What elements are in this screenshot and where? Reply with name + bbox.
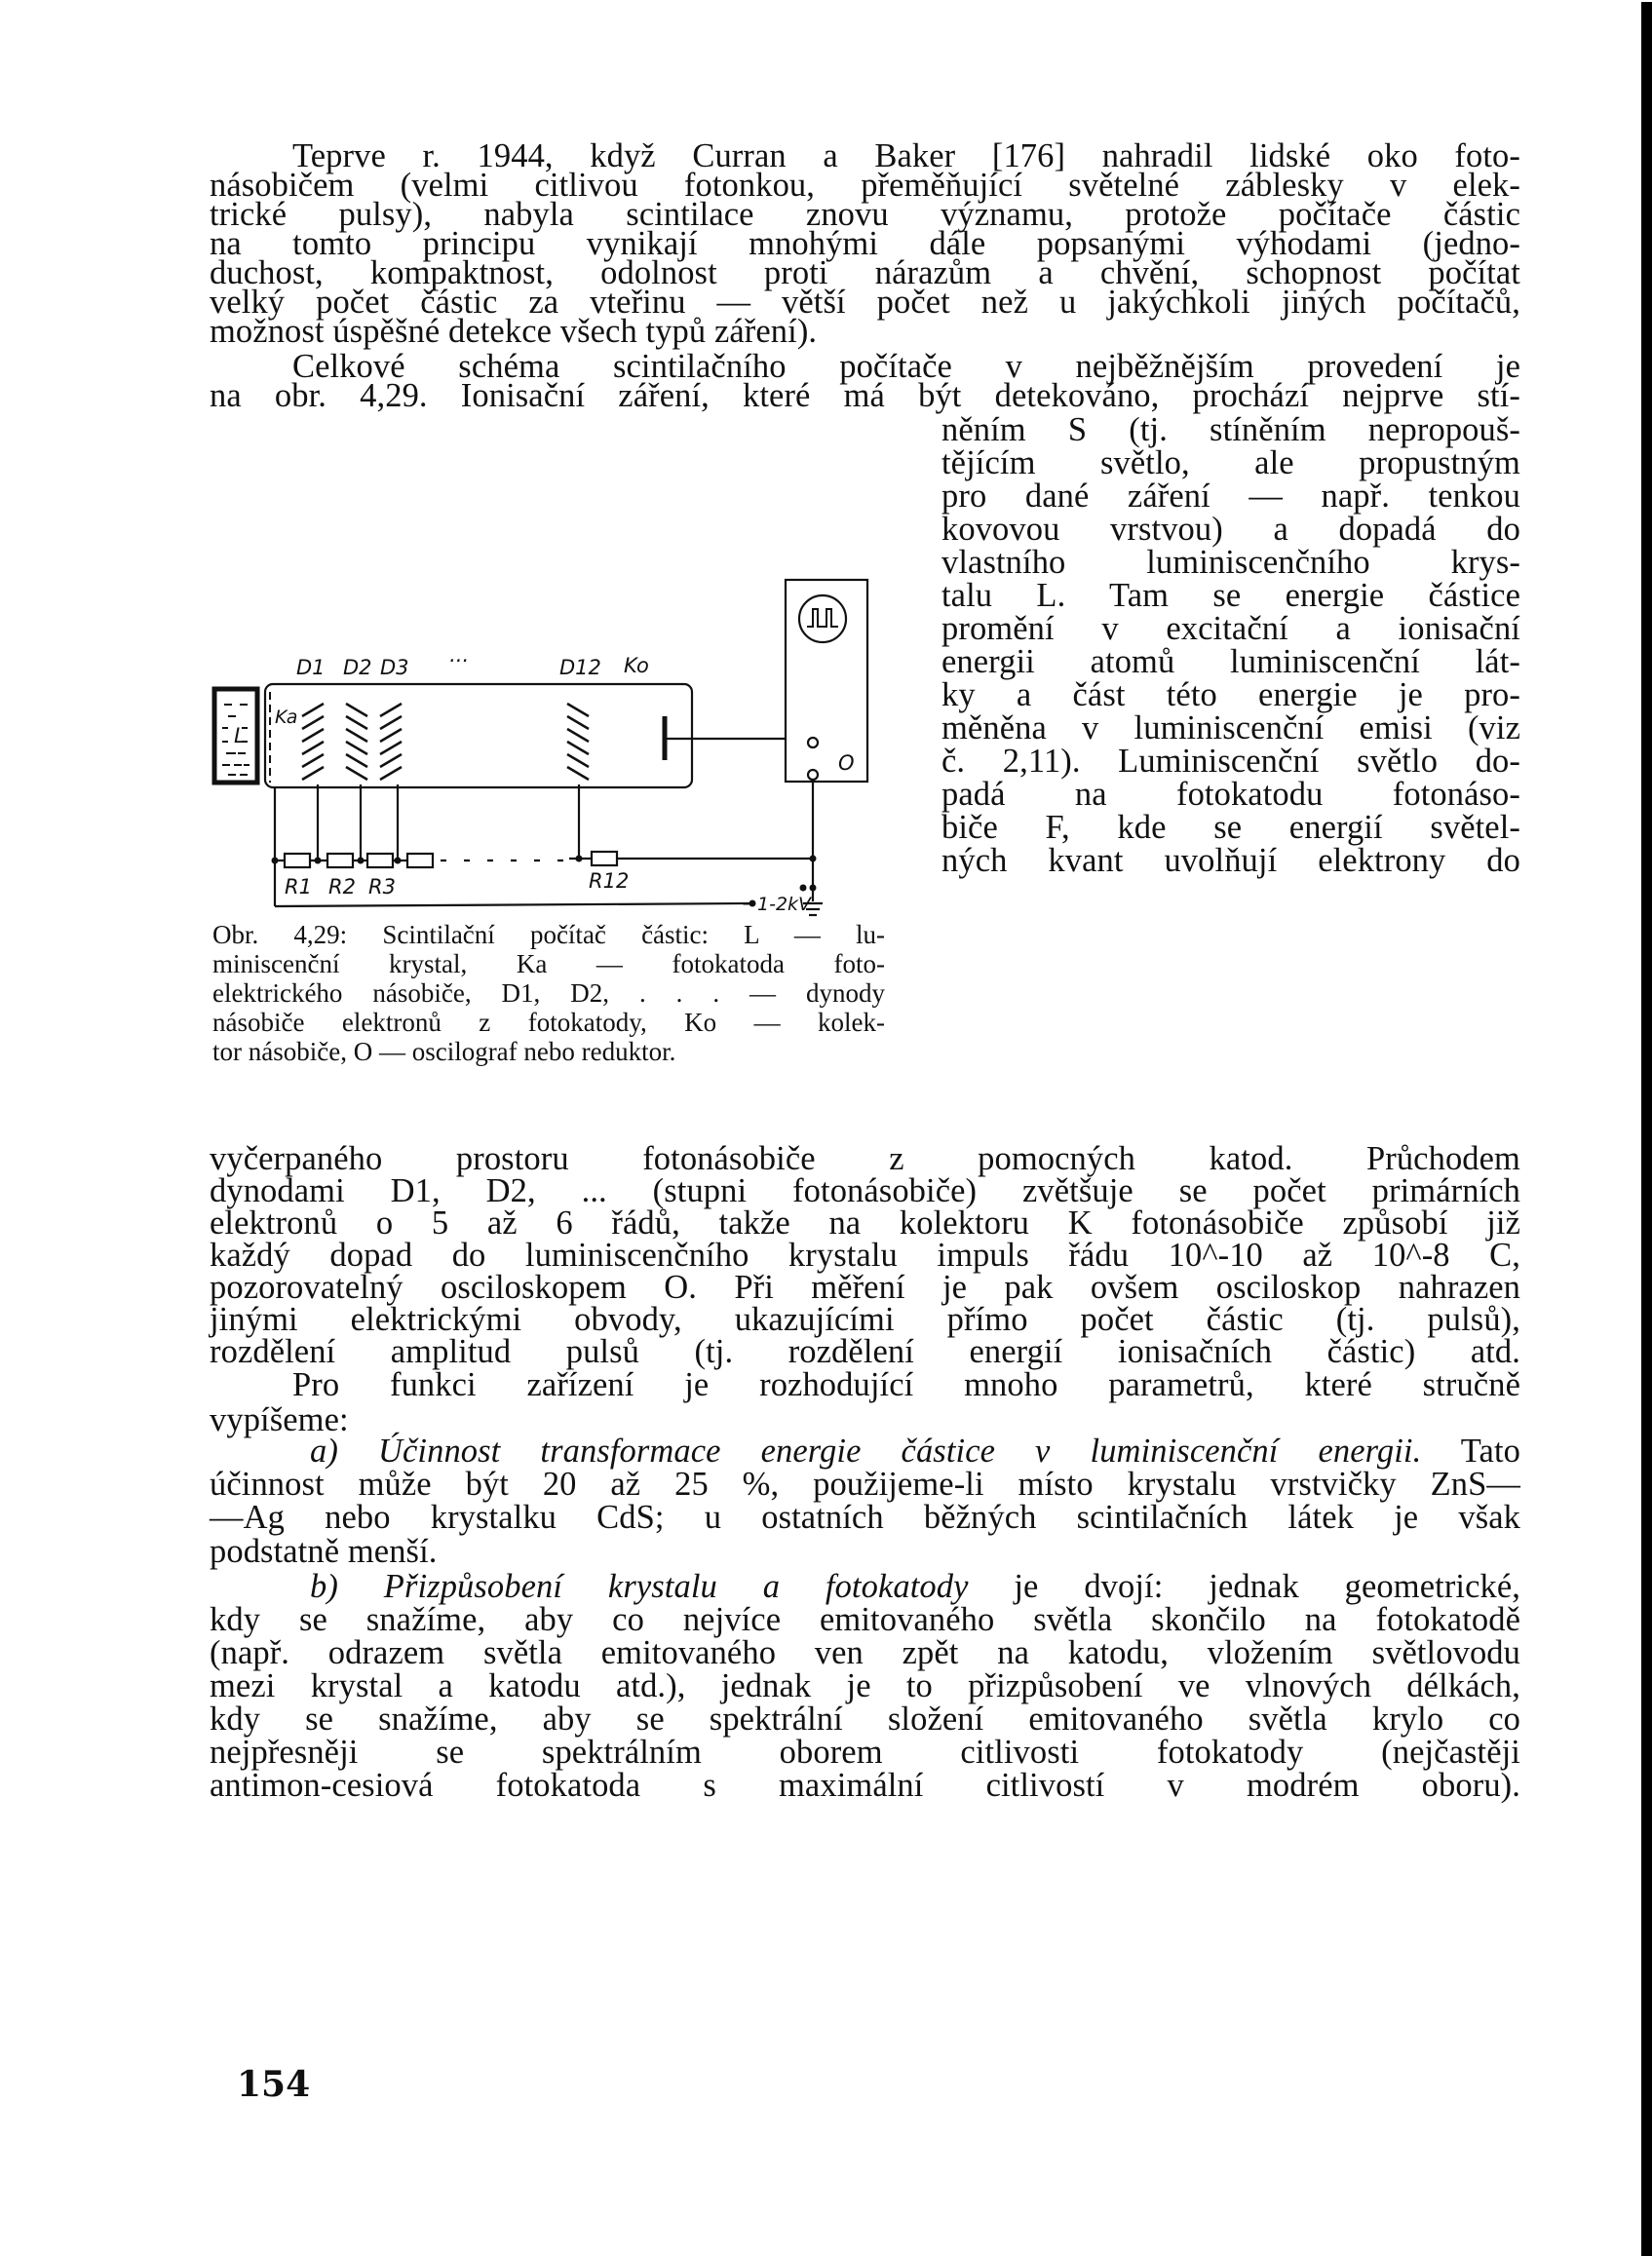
text-line: Teprve r. 1944, když Curran a Baker [176] nahradil lidské oko foto- (292, 137, 1520, 174)
figure-scintillation-counter-diagram (207, 551, 889, 921)
text-line: Pro funkci zařízení je rozhodující mnoho parametrů, které stručně (292, 1366, 1520, 1403)
text-line: něním S (tj. stíněním nepropouš- (941, 411, 1520, 448)
text-line: energii atomů luminiscenční lát- (941, 643, 1520, 680)
text-line: mezi krystal a katodu atd.), jednak je to přizpůsobení ve vlnových délkách, (210, 1667, 1520, 1704)
resistor-r12 (592, 852, 617, 865)
text-line: promění v excitační a ionisační (941, 610, 1520, 647)
text-run: je dvojí: jednak geometrické, (968, 1568, 1520, 1605)
text-line: duchost, kompaktnost, odolnost proti nárazům a chvění, schopnost počítat (210, 254, 1520, 291)
text-line: trické pulsy), nabyla scintilace znovu významu, protože počítače částic (210, 196, 1520, 233)
figure-caption (212, 920, 885, 1066)
text-line: násobičem (velmi citlivou fotonkou, přeměňující světelné záblesky v elek- (210, 167, 1520, 204)
resistor-r3 (367, 854, 393, 867)
label-o: O (838, 751, 855, 775)
text-line: —Ag nebo krystalku CdS; u ostatních běžných scintilačních látek je však (210, 1499, 1520, 1536)
label-dots: ··· (448, 649, 469, 672)
caption-line: elektrického násobiče, D1, D2, . . . — dynody (212, 978, 885, 1008)
dynode-d2 (346, 704, 367, 780)
text-line (310, 1570, 1520, 1603)
text-line: kdy se snažíme, aby co nejvíce emitovaného světla skončilo na fotokatodě (210, 1601, 1520, 1638)
label-ka: Ka (275, 707, 298, 728)
text-line: č. 2,11). Luminiscenční světlo do- (941, 743, 1520, 780)
label-r12: R12 (589, 869, 630, 893)
text-line: pro dané záření — např. tenkou (941, 478, 1520, 515)
item-a-heading: a) Účinnost transformace energie částice v luminiscenční energii. (310, 1433, 1422, 1470)
text-line: vyčerpaného prostoru fotonásobiče z pomocných katod. Průchodem (210, 1140, 1520, 1177)
text-line: vlastního luminiscenčního krys- (941, 544, 1520, 581)
text-line: kovovou vrstvou) a dopadá do (941, 511, 1520, 548)
text-line: vypíšeme: (210, 1401, 349, 1438)
text-line: nejpřesněji se spektrálním oborem citlivosti fotokatody (nejčastěji (210, 1734, 1520, 1771)
text-line: měněna v luminiscenční emisi (viz (941, 709, 1520, 746)
circuit-diagram (207, 551, 889, 921)
text-run: Tato (1421, 1433, 1520, 1470)
caption-line: Obr. 4,29: Scintilační počítač částic: L — lu- (212, 920, 885, 949)
text-line: (např. odrazem světla emitovaného ven zpět na katodu, vložením světlovodu (210, 1634, 1520, 1671)
text-line: antimon-cesiová fotokatoda s maximální citlivostí v modrém oboru). (210, 1767, 1520, 1804)
text-line: padá na fotokatodu fotonáso- (941, 776, 1520, 813)
text-line: jinými elektrickými obvody, ukazujícími přímo počet částic (tj. pulsů), (210, 1301, 1520, 1338)
item-b-heading: b) Přizpůsobení krystalu a fotokatody (310, 1568, 969, 1605)
label-d12: D12 (559, 656, 601, 679)
text-line: dynodami D1, D2, ... (stupni fotonásobiče) zvětšuje se počet primárních (210, 1172, 1520, 1209)
text-line: ky a část této energie je pro- (941, 676, 1520, 713)
text-line: na tomto principu vynikají mnohými dále popsanými výhodami (jedno- (210, 225, 1520, 262)
resistor-r2 (327, 854, 353, 867)
text-line: každý dopad do luminiscenčního krystalu impuls řádu 10^-10 až 10^-8 C, (210, 1237, 1520, 1274)
label-r3: R3 (368, 875, 396, 899)
label-r1: R1 (285, 875, 312, 899)
caption-line: násobiče elektronů z fotokatody, Ko — kolek- (212, 1008, 885, 1037)
caption-line: miniscenční krystal, Ka — fotokatoda foto- (212, 949, 885, 978)
text-line: velký počet částic za vteřinu — větší počet než u jakýchkoli jiných počítačů, (210, 284, 1520, 321)
dynode-d3 (380, 704, 402, 780)
label-d3: D3 (380, 656, 409, 679)
label-ko: Ko (624, 654, 649, 677)
text-line: kdy se snažíme, aby se spektrální složení emitovaného světla krylo co (210, 1701, 1520, 1738)
text-line: Celkové schéma scintilačního počítače v nejběžnějším provedení je (292, 348, 1520, 385)
dynode-d1 (302, 704, 324, 780)
text-line: ných kvant uvolňují elektrony do (941, 842, 1520, 879)
text-line: tějícím světlo, ale propustným (941, 444, 1520, 481)
page-number: 154 (237, 2064, 311, 2105)
text-line: rozdělení amplitud pulsů (tj. rozdělení energií ionisačních částic) atd. (210, 1333, 1520, 1370)
text-line: na obr. 4,29. Ionisační záření, které má být detekováno, prochází nejprve stí- (210, 377, 1520, 414)
text-line: pozorovatelný osciloskopem O. Při měření je pak ovšem osciloskop nahrazen (210, 1269, 1520, 1306)
label-l: L (234, 724, 246, 747)
text-line: účinnost může být 20 až 25 %, použijeme-li místo krystalu vrstvičky ZnS— (210, 1466, 1520, 1503)
resistor-r1 (285, 854, 310, 867)
text-line: talu L. Tam se energie částice (941, 577, 1520, 614)
text-line: možnost úspěšné detekce všech typů záření). (210, 313, 818, 350)
text-line: elektronů o 5 až 6 řádů, takže na kolektoru K fotonásobiče způsobí již (210, 1204, 1520, 1242)
label-d2: D2 (343, 656, 372, 679)
label-voltage: 1-2kV (757, 894, 812, 915)
text-line (310, 1434, 1520, 1468)
text-line: biče F, kde se energií světel- (941, 809, 1520, 846)
caption-line: tor násobiče, O — oscilograf nebo reduktor. (212, 1037, 676, 1066)
dynode-d12 (567, 704, 589, 780)
label-d1: D1 (296, 656, 326, 679)
photomultiplier-tube (265, 684, 692, 787)
label-r2: R2 (328, 875, 356, 899)
text-line: podstatně menší. (210, 1533, 438, 1570)
